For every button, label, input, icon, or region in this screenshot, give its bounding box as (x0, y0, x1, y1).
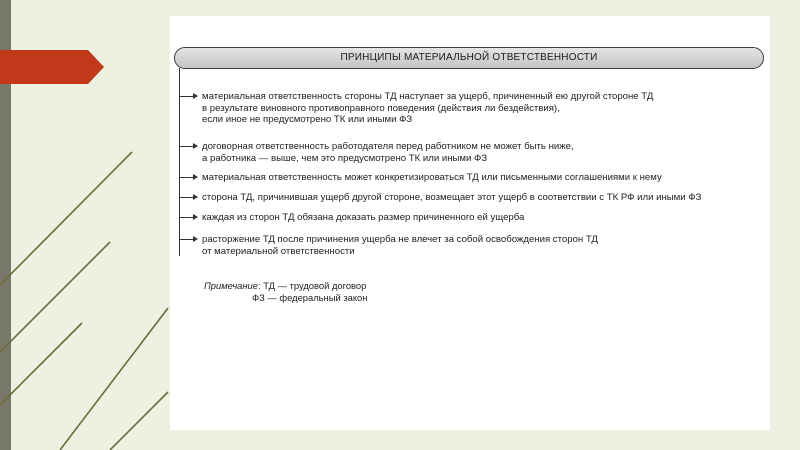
arrow-right-icon (180, 197, 194, 198)
page-title: ПРИНЦИПЫ МАТЕРИАЛЬНОЙ ОТВЕТСТВЕННОСТИ (340, 52, 598, 63)
footnote-line-1: : ТД — трудовой договор (258, 280, 367, 291)
footnote-line-2: ФЗ — федеральный закон (252, 291, 368, 303)
decor-line-2 (0, 242, 110, 352)
title-banner (174, 47, 764, 69)
document-page: ПРИНЦИПЫ МАТЕРИАЛЬНОЙ ОТВЕТСТВЕННОСТИ материальная ответственность стороны ТД наступает за ущерб, причиненный ею другой стороне ТД в результате виновного противоправного поведения (действия ли бездействия), если иное не предусмотрено ТК или иными ФЗ договорная ответственность работодателя перед работником не может быть ниже, а работника — выше, чем это предусмотрено ТК или иными ФЗ материальная ответственность может конкретизироваться ТД или письменными соглашениями к нему сторона ТД, причинившая ущерб другой стороне, возмещает этот ущерб в соответствии с ТК РФ или иными ФЗ каждая из сторон ТД обязана доказать размер причиненного ей ущерба расторжение ТД после причинения ущерба не влечет за собой освобождения сторон ТД от материальной ответственности Примечание: ТД — трудовой договор ФЗ — федеральный закон (170, 16, 770, 430)
decor-line-3 (0, 323, 82, 405)
decor-line-1 (0, 152, 132, 285)
arrow-right-icon (180, 146, 194, 147)
arrow-right-icon (180, 217, 194, 218)
arrow-right-icon (180, 239, 194, 240)
arrow-right-icon (180, 177, 194, 178)
footnote (204, 280, 368, 303)
arrow-right-icon (180, 96, 194, 97)
footnote-label: Примечание (204, 280, 258, 291)
decor-line-5 (110, 392, 168, 450)
red-arrow-tab (0, 50, 104, 84)
